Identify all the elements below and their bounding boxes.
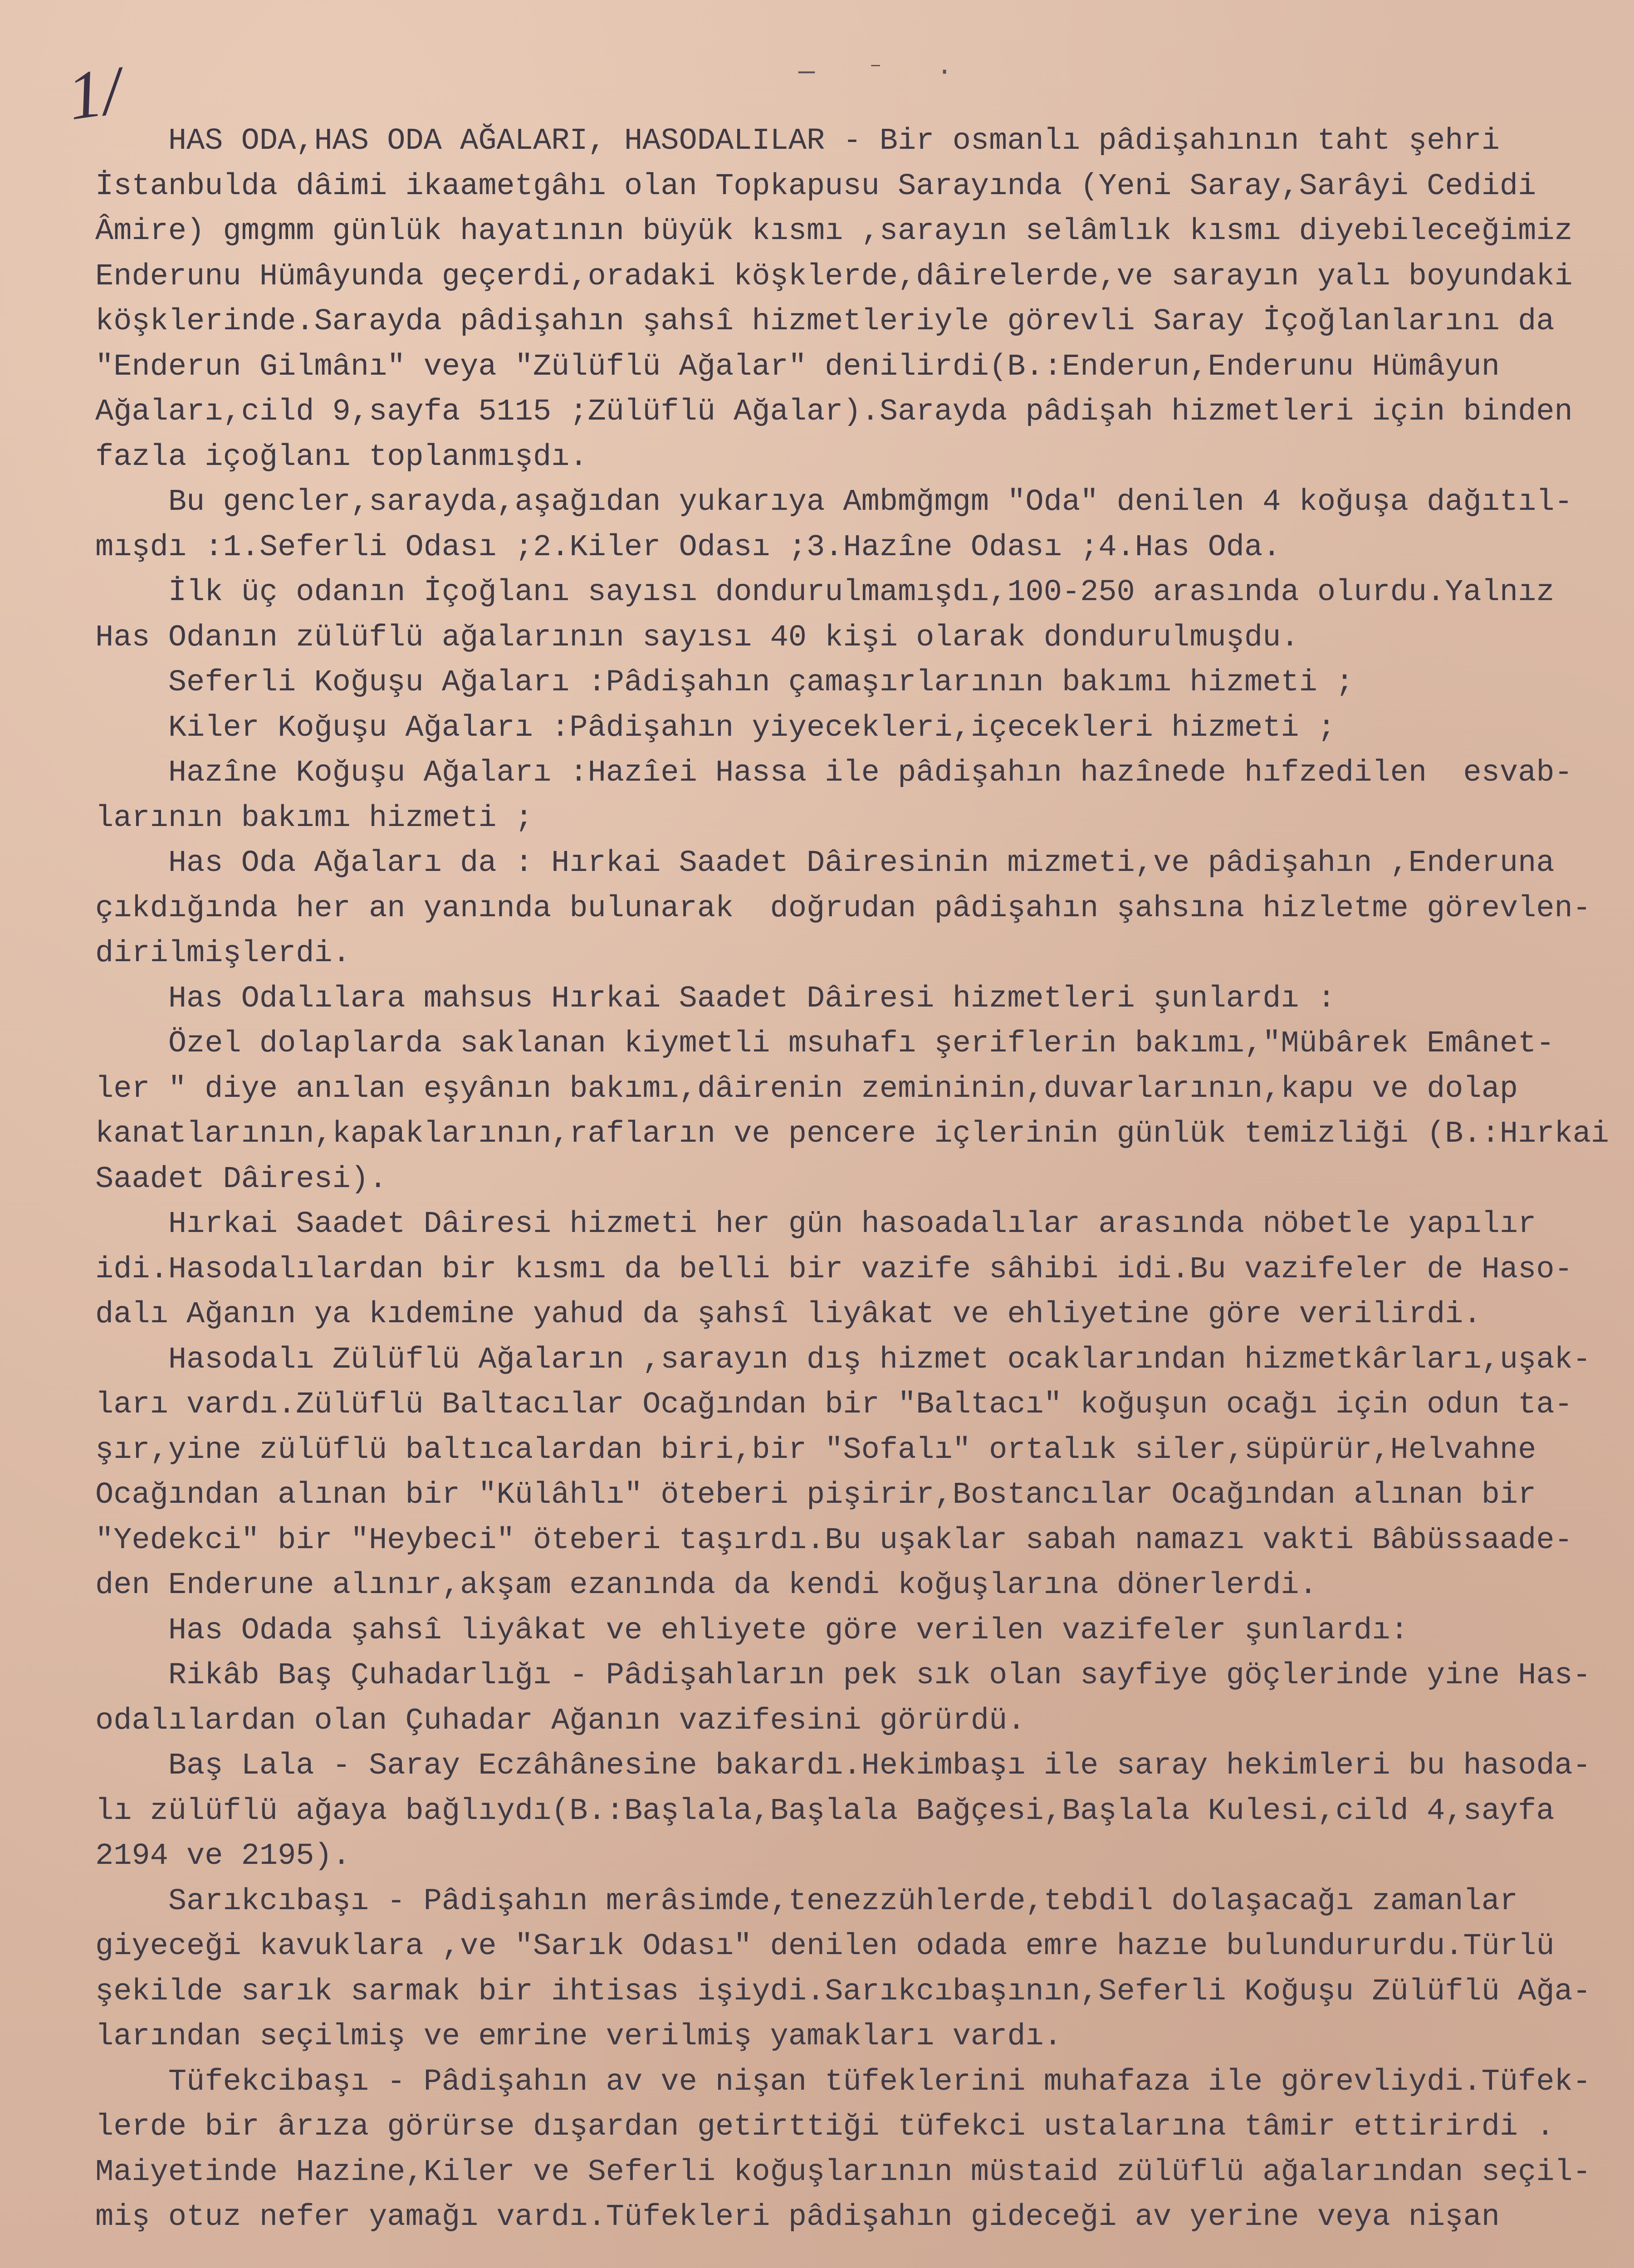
text-line: HAS ODA,HAS ODA AĞALARI, HASODALILAR - Bir osmanlı pâdişahının taht şehri (95, 124, 1500, 158)
text-line: Has Oda Ağaları da : Hırkai Saadet Dâiresinin mizmeti,ve pâdişahın ,Enderuna (95, 846, 1555, 880)
text-line: 2194 ve 2195). (95, 1839, 351, 1873)
text-line: şır,yine zülüflü baltıcalardan biri,bir "Sofalı" ortalık siler,süpürür,Helvahne (95, 1432, 1536, 1467)
text-line: köşklerinde.Sarayda pâdişahın şahsî hizmetleriyle görevli Saray İçoğlanlarını da (95, 304, 1555, 339)
text-line: larından seçilmiş ve emrine verilmiş yamakları vardı. (95, 2019, 1062, 2054)
text-line: fazla içoğlanı toplanmışdı. (95, 440, 588, 474)
text-line: Has Odalılara mahsus Hırkai Saadet Dâiresi hizmetleri şunlardı : (95, 981, 1336, 1016)
text-line: çıkdığında her an yanında bulunarak doğrudan pâdişahın şahsına hizletme görevlen- (95, 891, 1591, 926)
text-line: Has Odanın zülüflü ağalarının sayısı 40 kişi olarak dondurulmuşdu. (95, 620, 1299, 655)
text-line: ları vardı.Zülüflü Baltacılar Ocağından bir "Baltacı" koğuşun ocağı için odun ta- (95, 1388, 1573, 1422)
text-line: İstanbulda dâimi ikaametgâhı olan Topkapusu Sarayında (Yeni Saray,Sarâyi Cedidi (95, 169, 1536, 204)
text-line: Âmire) gmgmm günlük hayatının büyük kısmı ,sarayın selâmlık kısmı diyebileceğimiz (95, 214, 1573, 249)
text-line: Hırkai Saadet Dâiresi hizmeti her gün hasoadalılar arasında nöbetle yapılır (95, 1207, 1536, 1242)
document-body (95, 119, 1610, 2240)
text-line: Has Odada şahsî liyâkat ve ehliyete göre verilen vazifeler şunlardı: (95, 1613, 1409, 1648)
text-line: "Enderun Gilmânı" veya "Zülüflü Ağalar" denilirdi(B.:Enderun,Enderunu Hümâyun (95, 349, 1500, 384)
text-line: Baş Lala - Saray Eczâhânesine bakardı.Hekimbaşı ile saray hekimleri bu hasoda- (95, 1749, 1591, 1783)
text-line: Maiyetinde Hazine,Kiler ve Seferli koğuşlarının müstaid zülüflü ağalarından seçil- (95, 2155, 1591, 2190)
text-line: Saadet Dâiresi). (95, 1162, 387, 1197)
text-line: Rikâb Baş Çuhadarlığı - Pâdişahların pek sık olan sayfiye göçlerinde yine Has- (95, 1658, 1591, 1693)
text-line: idi.Hasodalılardan bir kısmı da belli bir vazife sâhibi idi.Bu vazifeler de Haso- (95, 1252, 1573, 1287)
text-line: Enderunu Hümâyunda geçerdi,oradaki köşklerde,dâirelerde,ve sarayın yalı boyundaki (95, 259, 1573, 294)
text-line: ler " diye anılan eşyânın bakımı,dâirenin zemininin,duvarlarının,kapu ve dolap (95, 1071, 1518, 1106)
text-line: şekilde sarık sarmak bir ihtisas işiydi.Sarıkcıbaşının,Seferli Koğuşu Zülüflü Ağa- (95, 1974, 1591, 2009)
text-line: Seferli Koğuşu Ağaları :Pâdişahın çamaşırlarının bakımı hizmeti ; (95, 665, 1354, 700)
page-folio-number: 1/ (63, 52, 126, 135)
text-line: mışdı :1.Seferli Odası ;2.Kiler Odası ;3.Hazîne Odası ;4.Has Oda. (95, 530, 1281, 565)
text-line: Ocağından alınan bir "Külâhlı" öteberi pişirir,Bostancılar Ocağından alınan bir (95, 1478, 1536, 1512)
text-line: giyeceği kavuklara ,ve "Sarık Odası" denilen odada emre hazıe bulundururdu.Türlü (95, 1929, 1555, 1964)
text-line: Sarıkcıbaşı - Pâdişahın merâsimde,tenezzühlerde,tebdil dolaşacağı zamanlar (95, 1884, 1518, 1919)
text-line: Kiler Koğuşu Ağaları :Pâdişahın yiyecekleri,içecekleri hizmeti ; (95, 710, 1336, 745)
text-line: dalı Ağanın ya kıdemine yahud da şahsî liyâkat ve ehliyetine göre verilirdi. (95, 1297, 1482, 1332)
text-line: Özel dolaplarda saklanan kiymetli msuhafı şeriflerin bakımı,"Mübârek Emânet- (95, 1026, 1555, 1061)
text-line: İlk üç odanın İçoğlanı sayısı dondurulmamışdı,100-250 arasında olurdu.Yalnız (95, 575, 1555, 610)
text-line: miş otuz nefer yamağı vardı.Tüfekleri pâdişahın gideceği av yerine veya nişan (95, 2200, 1500, 2234)
text-line: Hasodalı Zülüflü Ağaların ,sarayın dış hizmet ocaklarından hizmetkârları,uşak- (95, 1342, 1591, 1377)
text-line: lı zülüflü ağaya bağlıydı(B.:Başlala,Başlala Bağçesi,Başlala Kulesi,cild 4,sayfa (95, 1794, 1555, 1828)
text-line: Tüfekcibaşı - Pâdişahın av ve nişan tüfeklerini muhafaza ile görevliydi.Tüfek- (95, 2064, 1591, 2099)
text-line: odalılardan olan Çuhadar Ağanın vazifesini görürdü. (95, 1703, 1026, 1738)
text-line: Hazîne Koğuşu Ağaları :Hazîei Hassa ile pâdişahın hazînede hıfzedilen esvab- (95, 756, 1573, 790)
text-line: dirilmişlerdi. (95, 936, 351, 971)
top-ink-marks: — ⁻ · (798, 57, 971, 88)
text-line: kanatlarının,kapaklarının,rafların ve pencere içlerinin günlük temizliği (B.:Hırkai (95, 1117, 1610, 1151)
text-line: Bu gencler,sarayda,aşağıdan yukarıya Ambmğmgm "Oda" denilen 4 koğuşa dağıtıl- (95, 485, 1573, 519)
text-line: "Yedekci" bir "Heybeci" öteberi taşırdı.Bu uşaklar sabah namazı vakti Bâbüssaade- (95, 1523, 1573, 1558)
text-line: larının bakımı hizmeti ; (95, 801, 533, 836)
text-line: den Enderune alınır,akşam ezanında da kendi koğuşlarına dönerlerdi. (95, 1568, 1317, 1603)
text-line: lerde bir ârıza görürse dışardan getirttiği tüfekci ustalarına tâmir ettirirdi . (95, 2110, 1555, 2144)
text-line: Ağaları,cild 9,sayfa 5115 ;Zülüflü Ağalar).Sarayda pâdişah hizmetleri için binden (95, 395, 1573, 429)
